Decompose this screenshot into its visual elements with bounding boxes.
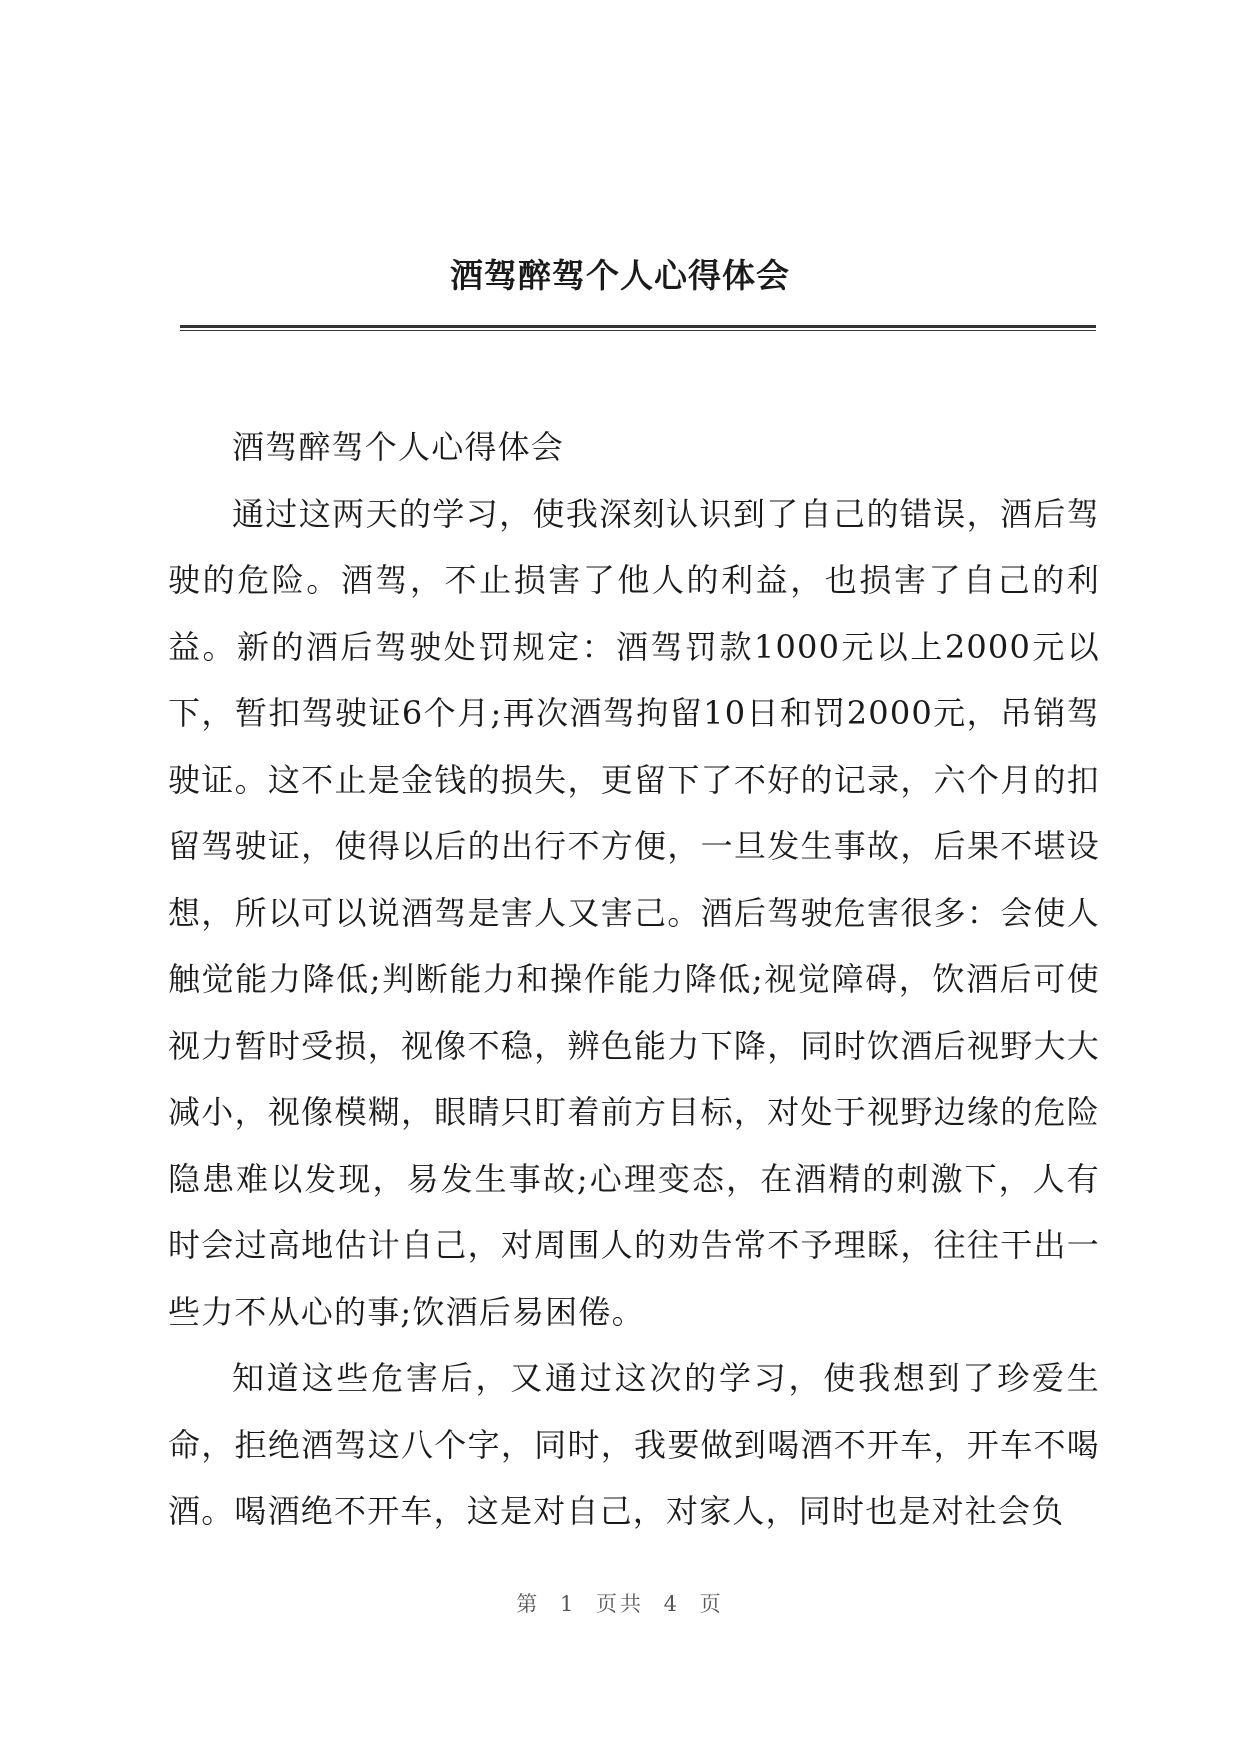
title-divider xyxy=(180,325,1096,331)
document-body xyxy=(168,414,1100,1545)
paragraph: 通过这两天的学习，使我深刻认识到了自己的错误，酒后驾驶的危险。酒驾，不止损害了他人的利益，也损害了自己的利益。新的酒后驾驶处罚规定：酒驾罚款1000元以上2000元以下，暂扣驾驶证6个月;再次酒驾拘留10日和罚2000元，吊销驾驶证。这不止是金钱的损失，更留下了不好的记录，六个月的扣留驾驶证，使得以后的出行不方便，一旦发生事故，后果不堪设想，所以可以说酒驾是害人又害己。酒后驾驶危害很多：会使人触觉能力降低;判断能力和操作能力降低;视觉障碍，饮酒后可使视力暂时受损，视像不稳，辨色能力下降，同时饮酒后视野大大减小，视像模糊，眼睛只盯着前方目标，对处于视野边缘的危险隐患难以发现，易发生事故;心理变态，在酒精的刺激下，人有时会过高地估计自己，对周围人的劝告常不予理睬，往往干出一些力不从心的事;饮酒后易困倦。 xyxy=(168,494,1100,1331)
paragraph-heading: 酒驾醉驾个人心得体会 xyxy=(232,428,565,466)
paragraph: 知道这些危害后，又通过这次的学习，使我想到了珍爱生命，拒绝酒驾这八个字，同时，我要做到喝酒不开车，开车不喝酒。喝酒绝不开车，这是对自己，对家人，同时也是对社会负 xyxy=(168,1359,1100,1530)
document-title: 酒驾醉驾个人心得体会 xyxy=(450,256,790,295)
page-number: 第 1 页共 4 页 xyxy=(516,1592,724,1616)
